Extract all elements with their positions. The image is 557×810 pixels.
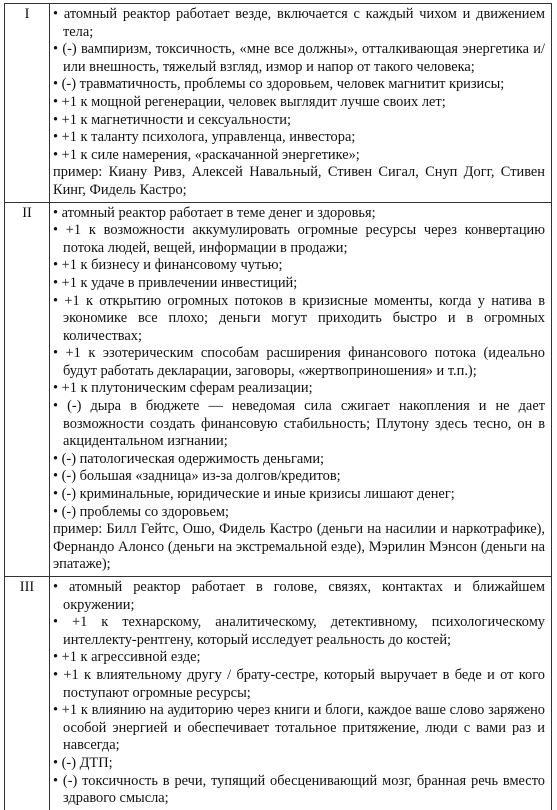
list-item: • (-) вампиризм, токсичность, «мне все должны», отталкивающая энергетика и/или внешность, тяжелый взгляд, измор и напор от такого человека; <box>53 41 545 75</box>
list-item: • +1 к агрессивной езде; <box>53 649 201 666</box>
list-item: • (-) криминальные, юридические и иные кризисы лишают денег; <box>53 486 455 503</box>
content-table <box>4 3 552 810</box>
list-item: • (-) проблемы со здоровьем; <box>53 503 229 520</box>
list-item: • (-) большая «задница» из-за долгов/кредитов; <box>53 468 341 485</box>
list-item: • +1 к мощной регенерации, человек выглядит лучше своих лет; <box>53 93 446 110</box>
list-item: • +1 к влиятельному другу / брату-сестре, который выручает в беде и от кого поступают огромные ресурсы; <box>53 666 545 701</box>
table-row <box>5 202 552 576</box>
list-item: • атомный реактор работает везде, включается с каждый чихом и движением тела; <box>53 6 545 40</box>
row-content <box>50 202 552 576</box>
list-item: • +1 к удаче в привлечении инвестиций; <box>53 274 298 291</box>
table-row <box>5 577 552 810</box>
list-item: • +1 к возможности аккумулировать огромные ресурсы через конвертацию потока людей, вещей, информации в продажи; <box>53 222 545 256</box>
row-content <box>50 4 552 203</box>
list-item: • +1 к таланту психолога, управленца, инвестора; <box>53 129 356 146</box>
list-item: • +1 к бизнесу и финансовому чутью; <box>53 257 283 274</box>
list-item: • +1 к открытию огромных потоков в кризисные моменты, когда у натива в экономике все плохо; деньги могут приходить быстро и в огромных количествах; <box>53 292 545 344</box>
row-number: II <box>5 202 50 576</box>
list-item: • (-) патологическая одержимость деньгами; <box>53 450 325 467</box>
list-item: • (-) токсичность в речи, тупящий обесценивающий мозг, бранная речь вместо здравого смысла; <box>53 772 545 807</box>
list-item: • (-) дыра в бюджете — неведомая сила сжигает накопления и не дает возможности создать финансовую стабильность; Плутону здесь тесно, он в акцидентальном изгнании; <box>53 398 545 450</box>
example-line: пример: Билл Гейтс, Ошо, Фидель Кастро (деньги на насилии и наркотрафике), Фернандо Алонсо (деньги на экстремальной езде), Мэрилин Мэнсон (деньги на эпатаже); <box>53 521 545 573</box>
row-number: I <box>5 4 50 203</box>
list-item: • +1 к технарскому, аналитическому, детективному, психологическому интеллекту-рентгену, который исследует реальность до костей; <box>53 614 545 648</box>
list-item: • (-) ДТП; <box>53 754 113 771</box>
list-item: • (-) травматичность, проблемы со здоровьем, человек магнитит кризисы; <box>53 76 505 93</box>
list-item: • +1 к силе намерения, «раскачанной энергетике»; <box>53 146 360 163</box>
list-item: • +1 к магнетичности и сексуальности; <box>53 111 291 128</box>
row-number: III <box>5 577 50 810</box>
list-item: • +1 к влиянию на аудиторию через книги и блоги, каждое ваше слово заряжено особой энергией и обеспечивает тотальное притяжение, люди с вами раз и навсегда; <box>53 702 545 754</box>
example-line: пример: Киану Ривз, Алексей Навальный, Стивен Сигал, Снуп Догг, Стивен Кинг, Фидель Кастро; <box>53 164 545 198</box>
table-row <box>5 4 552 203</box>
list-item: • атомный реактор работает в теме денег и здоровья; <box>53 204 376 221</box>
list-item: • атомный реактор работает в голове, связях, контактах и ближайшем окружении; <box>53 579 545 613</box>
list-item: • +1 к эзотерическим способам расширения финансового потока (идеально будут работать декларации, заговоры, «жертвоприношения» и т.п.); <box>53 345 545 379</box>
list-item: • +1 к плутоническим сферам реализации; <box>53 380 313 397</box>
row-content <box>50 577 552 810</box>
